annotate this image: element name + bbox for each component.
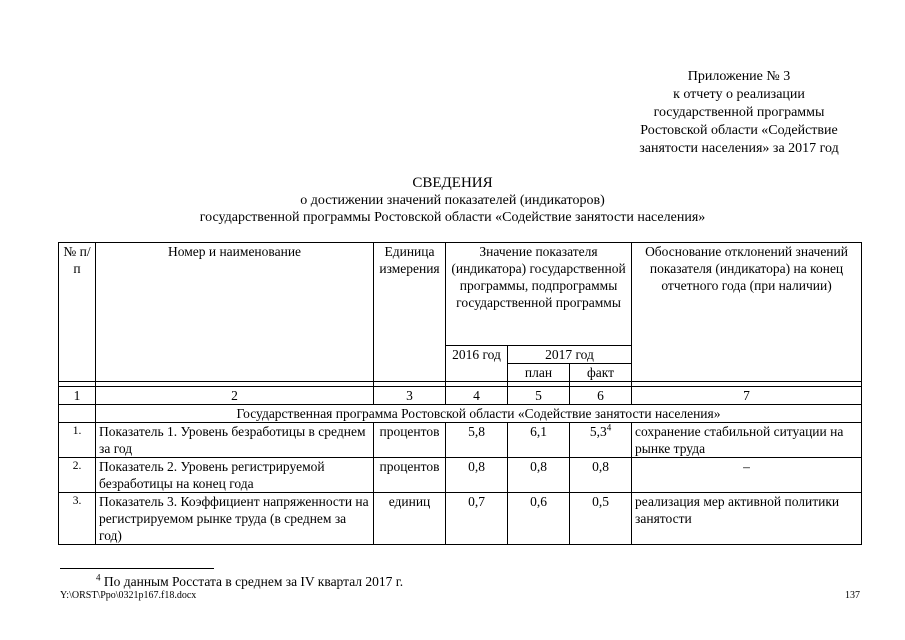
appendix-line-2: к отчету о реализации [673, 87, 805, 102]
row-name: Показатель 2. Уровень регистрируемой безработицы на конец года [96, 458, 374, 493]
header-year-2017: 2017 год [508, 346, 632, 364]
table-header-row [59, 243, 862, 346]
row-plan: 0,8 [508, 458, 570, 493]
appendix-line-5: занятости населения» за 2017 год [639, 141, 839, 156]
appendix-line-4: Ростовской области «Содействие [640, 123, 838, 138]
row-2016: 0,8 [446, 458, 508, 493]
column-number: 2 [96, 387, 374, 405]
row-fact: 5,3 [589, 424, 607, 439]
header-unit: Единица измерения [374, 243, 446, 382]
row-justification: сохранение стабильной ситуации на рынке труда [632, 423, 862, 458]
header-num: № п/п [59, 243, 96, 382]
row-2016: 0,7 [446, 493, 508, 545]
row-2016: 5,8 [446, 423, 508, 458]
table-row [59, 423, 862, 458]
header-fact: факт [570, 364, 632, 382]
row-unit: процентов [374, 458, 446, 493]
column-number-row [59, 387, 862, 405]
footnote-ref: 4 [606, 422, 612, 433]
column-number: 7 [632, 387, 862, 405]
row-unit: процентов [374, 423, 446, 458]
table-row [59, 493, 862, 545]
document-subtitle-1: о достижении значений показателей (индикаторов) [300, 193, 605, 208]
column-number: 1 [59, 387, 96, 405]
row-plan: 6,1 [508, 423, 570, 458]
appendix-line-3: государственной программы [653, 105, 825, 120]
row-justification: реализация мер активной политики занятости [632, 493, 862, 545]
column-number: 6 [570, 387, 632, 405]
footnote-divider [60, 568, 214, 569]
row-num: 3. [59, 493, 96, 545]
column-number: 3 [374, 387, 446, 405]
page-number: 137 [845, 590, 860, 601]
indicators-table [58, 242, 862, 545]
header-plan: план [508, 364, 570, 382]
column-number: 5 [508, 387, 570, 405]
footer-file-path: Y:\ORST\Ppo\0321p167.f18.docx [60, 590, 197, 601]
row-fact-cell [570, 423, 632, 458]
row-name: Показатель 3. Коэффициент напряженности на регистрируемом рынке труда (в среднем за год) [96, 493, 374, 545]
program-row [59, 405, 862, 423]
header-justification: Обоснование отклонений значений показателя (индикатора) на конец отчетного года (при наличии) [632, 243, 862, 382]
row-unit: единиц [374, 493, 446, 545]
header-value: Значение показателя (индикатора) государственной программы, подпрограммы государственной программы [446, 243, 632, 346]
row-name: Показатель 1. Уровень безработицы в среднем за год [96, 423, 374, 458]
table-row [59, 458, 862, 493]
header-year-2016: 2016 год [446, 346, 508, 382]
row-plan: 0,6 [508, 493, 570, 545]
row-num: 1. [59, 423, 96, 458]
row-justification: – [632, 458, 862, 493]
row-fact: 0,5 [570, 493, 632, 545]
appendix-line-1: Приложение № 3 [687, 69, 791, 84]
program-title: Государственная программа Ростовской области «Содействие занятости населения» [96, 405, 862, 423]
footnote-text: По данным Росстата в среднем за IV квартал 2017 г. [100, 574, 404, 589]
document-subtitle-2: государственной программы Ростовской области «Содействие занятости населения» [199, 210, 706, 225]
document-title: СВЕДЕНИЯ [412, 175, 493, 191]
footnote [96, 574, 403, 590]
header-name: Номер и наименование [96, 243, 374, 382]
appendix-block [600, 68, 878, 158]
row-fact: 0,8 [570, 458, 632, 493]
footnote-mark: 4 [96, 572, 101, 583]
row-num: 2. [59, 458, 96, 493]
column-number: 4 [446, 387, 508, 405]
